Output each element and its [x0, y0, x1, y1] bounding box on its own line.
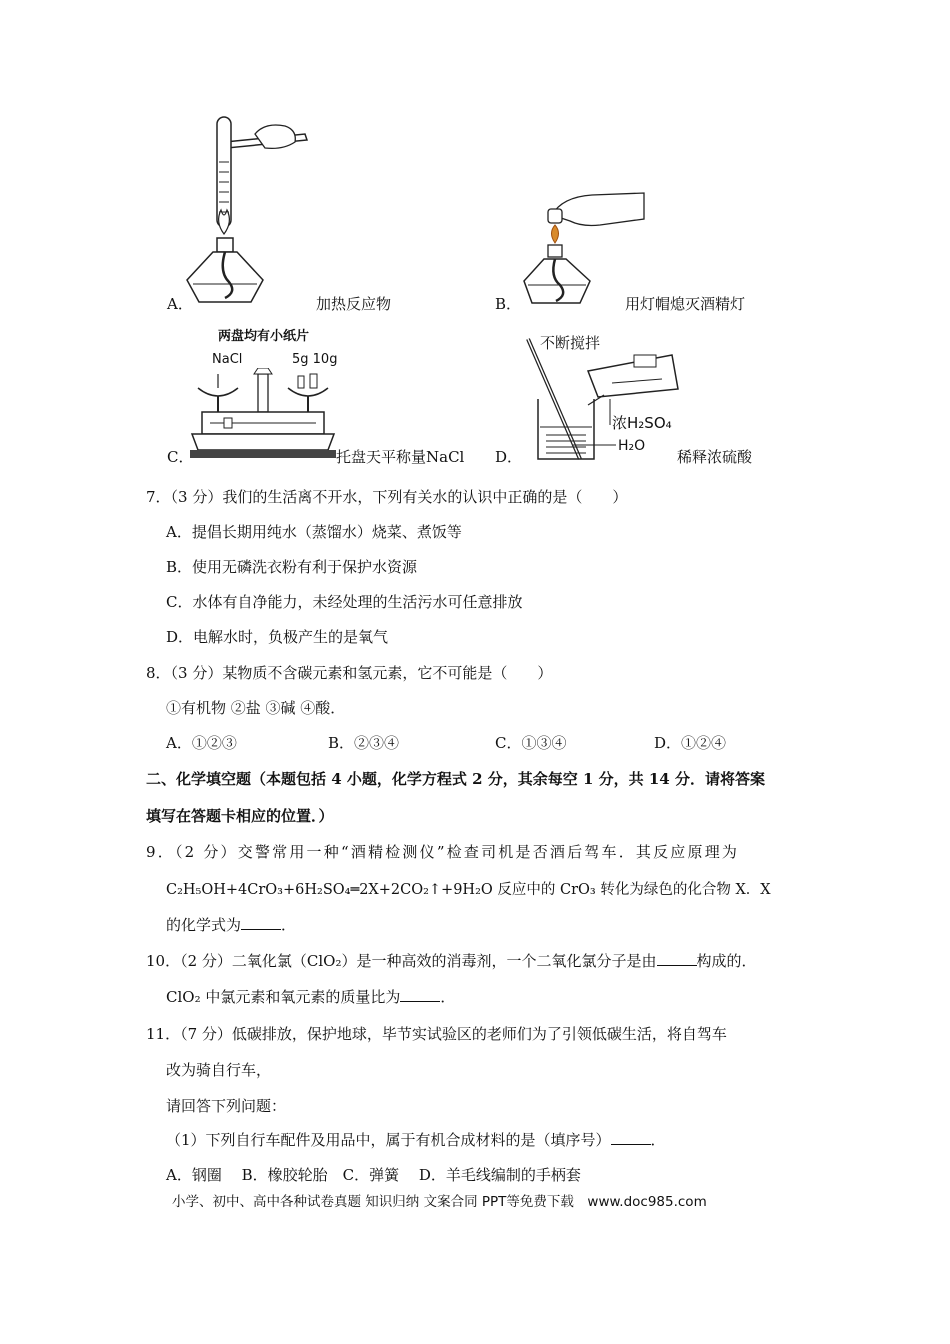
figure-c-balance	[188, 368, 338, 464]
q11-line4-end: ．	[650, 1131, 666, 1149]
section2-heading-line2: 填写在答题卡相应的位置．）	[146, 807, 334, 825]
q10-line1	[146, 951, 757, 971]
q9-line2: C₂H₅OH+4CrO₃+6H₂SO₄═2X+2CO₂↑+9H₂O 反应中的 CrO₃ 转化为绿色的化合物 X．X	[166, 882, 771, 898]
q7-option-d: D．电解水时，负极产生的是氧气	[166, 628, 389, 646]
q9-line3	[166, 915, 296, 935]
q8-option-b: B．②③④	[328, 734, 400, 752]
figure-d-water-label: H₂O	[618, 438, 646, 454]
figure-d-dilution	[522, 335, 682, 465]
figure-a-heating	[185, 112, 320, 312]
figure-c-left-label: NaCl	[212, 352, 243, 367]
figure-b-lamp-cap	[522, 185, 647, 310]
q11-line3: 请回答下列问题：	[166, 1097, 287, 1115]
figure-d-caption: 稀释浓硫酸	[677, 448, 753, 466]
q10-answer-blank-2[interactable]	[400, 987, 440, 1002]
q7-option-b: B．使用无磷洗衣粉有利于保护水资源	[166, 558, 418, 576]
q10-line1-end: 构成的．	[696, 952, 757, 970]
figure-b-caption: 用灯帽熄灭酒精灯	[625, 295, 746, 313]
q10-line2-end: ．	[440, 988, 456, 1006]
q9-answer-blank[interactable]	[241, 915, 281, 930]
q9-line1: 9．（2 分）交警常用一种“酒精检测仪”检查司机是否酒后驾车．其反应原理为	[146, 843, 740, 861]
figure-d-stir-label: 不断搅拌	[540, 334, 601, 352]
q11-options: A．钢圈 B．橡胶轮胎 C．弹簧 D．羊毛线编制的手柄套	[166, 1166, 581, 1184]
footer-text: 小学、初中、高中各种试卷真题 知识归纳 文案合同 PPT等免费下载 www.doc985.com	[172, 1194, 707, 1210]
section2-heading-line1: 二、化学填空题（本题包括 4 小题，化学方程式 2 分，其余每空 1 分，共 14 分．请将答案	[146, 770, 765, 788]
q8-items: ①有机物 ②盐 ③碱 ④酸．	[166, 699, 346, 717]
q7-stem: 7．（3 分）我们的生活离不开水，下列有关水的认识中正确的是（ ）	[146, 488, 628, 506]
q11-line4	[166, 1130, 666, 1150]
q10-line1-text: 10．（2 分）二氧化氯（ClO₂）是一种高效的消毒剂，一个二氧化氯分子是由	[146, 952, 657, 970]
q7-option-a: A．提倡长期用纯水（蒸馏水）烧菜、煮饭等	[166, 523, 462, 541]
q7-option-c: C．水体有自净能力，未经处理的生活污水可任意排放	[166, 593, 523, 611]
figure-a-caption: 加热反应物	[316, 295, 392, 313]
q9-line3-text: 的化学式为	[166, 916, 242, 934]
figure-d-acid-label: 浓H₂SO₄	[612, 414, 672, 432]
figure-c-top-note: 两盘均有小纸片	[218, 329, 310, 344]
q11-answer-blank[interactable]	[611, 1130, 651, 1145]
q10-answer-blank-1[interactable]	[657, 951, 697, 966]
figure-c-letter: C．	[167, 448, 194, 466]
figure-d-letter: D．	[495, 448, 523, 466]
figure-c-caption: 托盘天平称量NaCl	[336, 448, 465, 466]
q10-line2	[166, 987, 455, 1007]
q10-line2-text: ClO₂ 中氯元素和氧元素的质量比为	[166, 988, 401, 1006]
q8-stem: 8．（3 分）某物质不含碳元素和氢元素，它不可能是（ ）	[146, 664, 553, 682]
q8-option-c: C．①③④	[495, 734, 567, 752]
q9-line3-end: ．	[281, 916, 297, 934]
q11-line1: 11．（7 分）低碳排放，保护地球，毕节实试验区的老师们为了引领低碳生活，将自驾车	[146, 1025, 727, 1043]
q11-line4-text: （1）下列自行车配件及用品中，属于有机合成材料的是（填序号）	[166, 1131, 611, 1149]
q8-option-d: D．①②④	[654, 734, 727, 752]
figure-a-letter: A．	[167, 295, 193, 313]
figure-b-letter: B．	[495, 295, 522, 313]
q8-option-a: A．①②③	[166, 734, 237, 752]
q11-line2: 改为骑自行车，	[166, 1061, 272, 1079]
figure-c-right-label: 5g 10g	[292, 352, 338, 367]
